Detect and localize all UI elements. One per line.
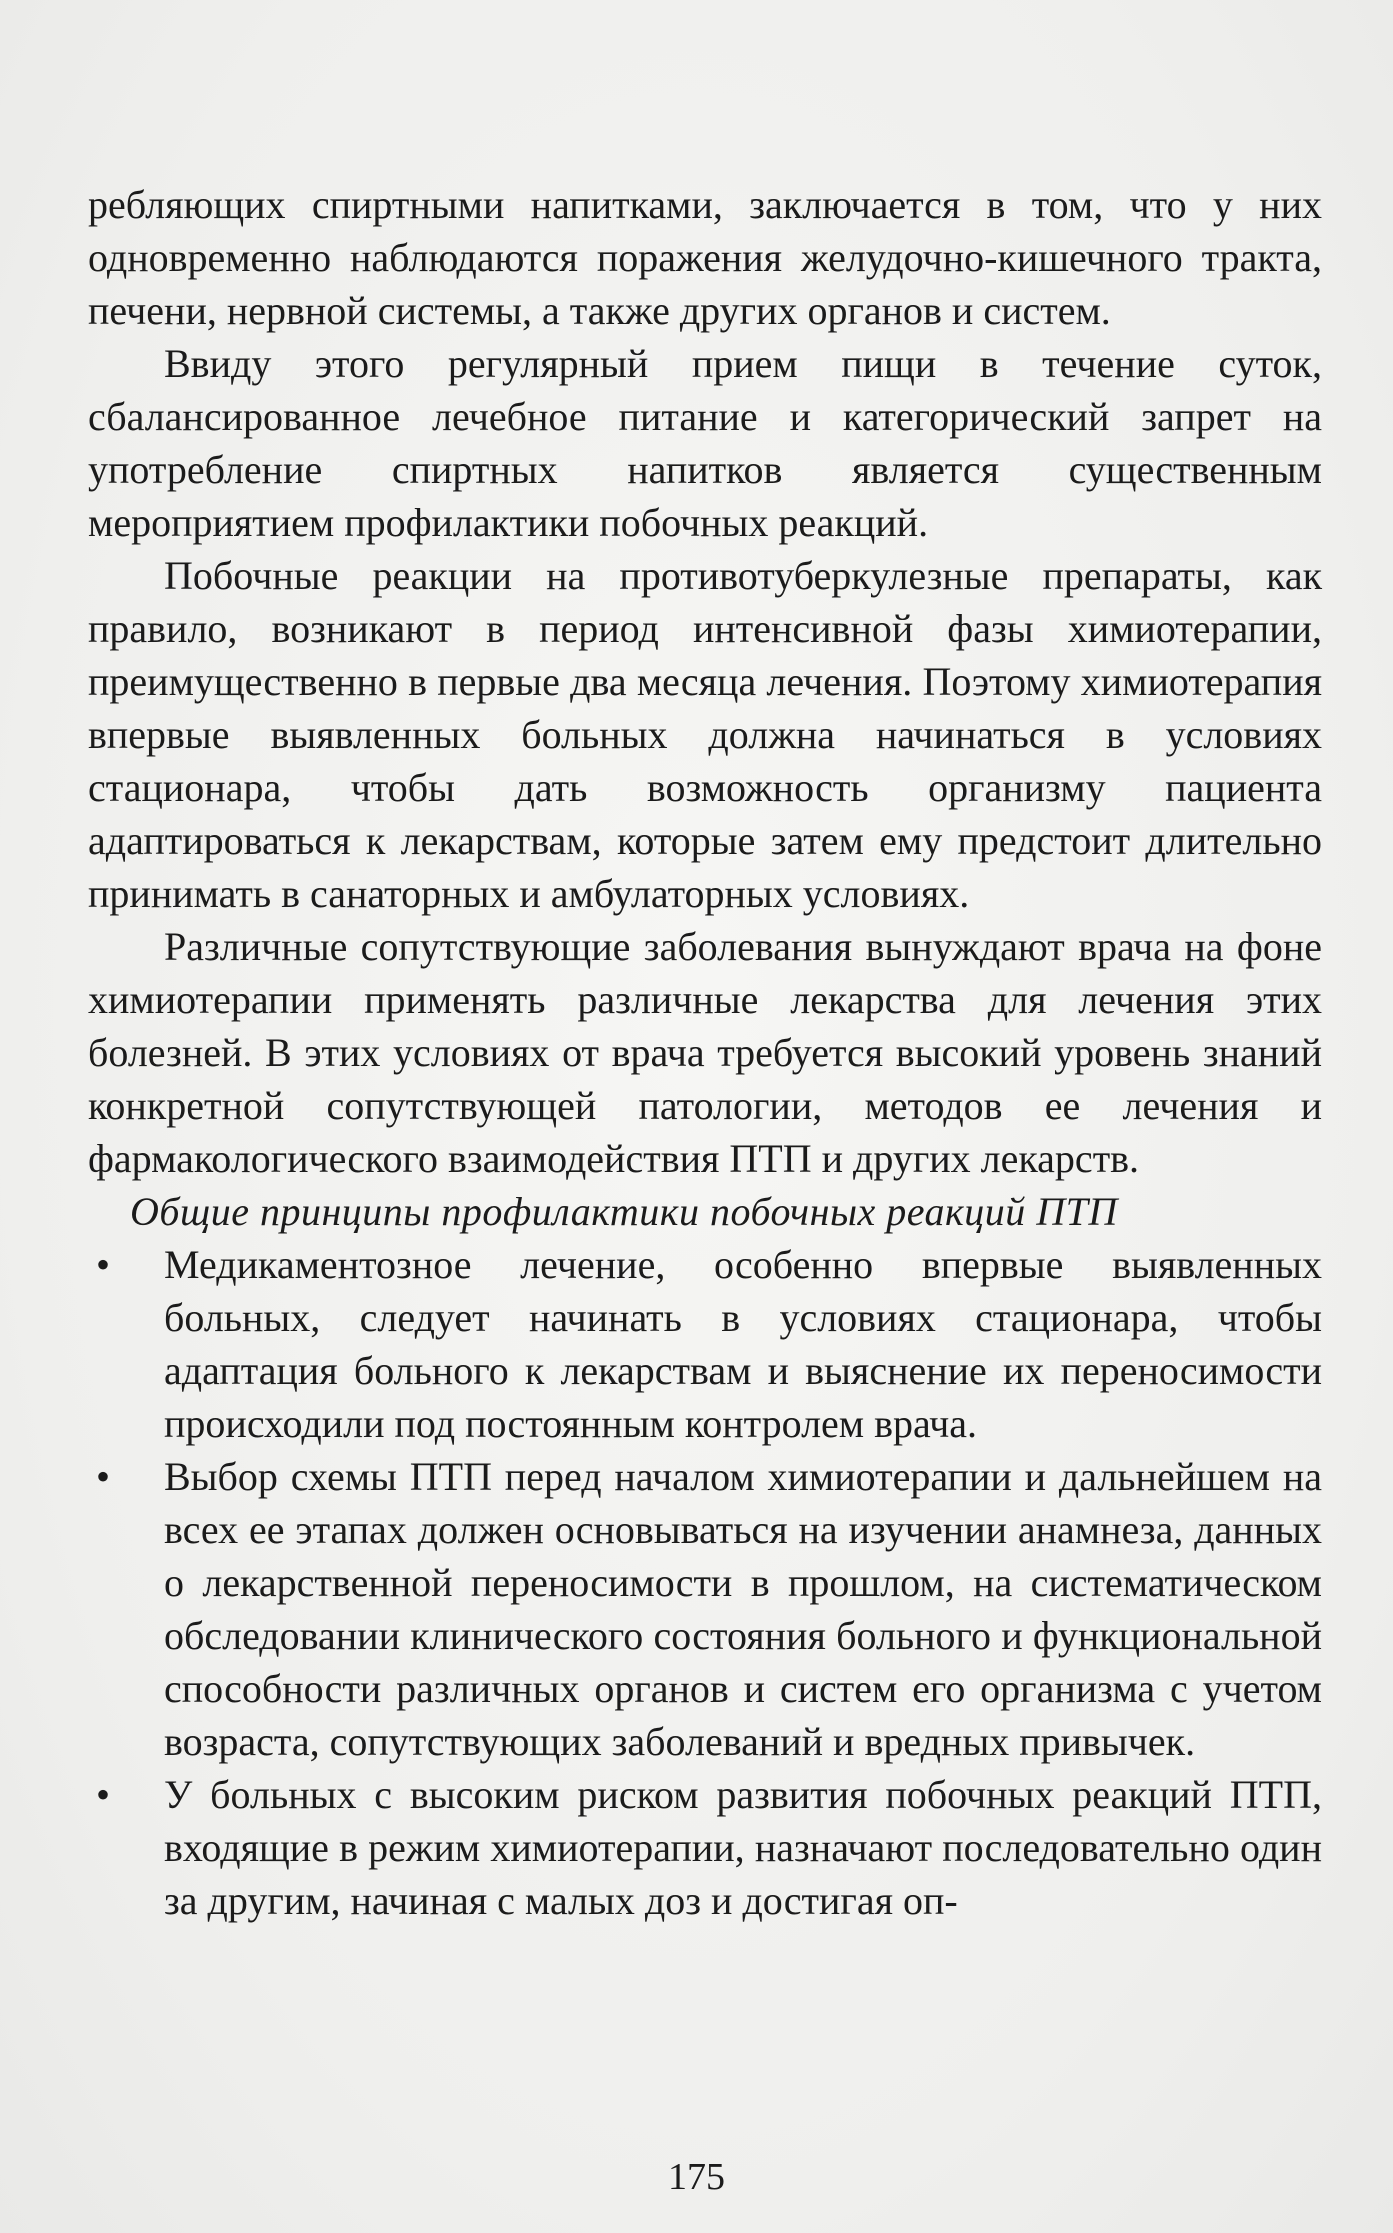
bullet-icon: • (95, 1454, 110, 1499)
list-item-text: Медикаментозное лечение, особенно впервые выявленных больных, следует начинать в условиях стационара, чтобы адаптация больного к лекарствам и выяснение их переносимости происходили под постоянным контролем врача. (164, 1242, 1322, 1446)
section-heading: Общие принципы профилактики побочных реакций ПТП (130, 1189, 1118, 1234)
bullet-list (88, 1238, 1322, 1927)
page-number: 175 (668, 2156, 725, 2198)
list-item-text: Выбор схемы ПТП перед началом химиотерапии и дальнейшем на всех ее этапах должен основываться на изучении анамнеза, данных о лекарственной переносимости в прошлом, на систематическом обследовании клинического состояния больного и функциональной способности различных органов и систем его организма с учетом возраста, сопутствующих заболеваний и вредных привычек. (164, 1454, 1322, 1764)
page-body (88, 178, 1322, 1927)
list-item (88, 1450, 1322, 1768)
list-item (88, 1768, 1322, 1927)
bullet-icon: • (95, 1772, 110, 1817)
paragraph-1: ребляющих спиртными напитками, заключается в том, что у них одновременно наблюдаются поражения желудочно-кишечного тракта, печени, нервной системы, а также других органов и систем. (88, 182, 1322, 333)
paragraph-2: Ввиду этого регулярный прием пищи в течение суток, сбалансированное лечебное питание и категорический запрет на употребление спиртных напитков является существенным мероприятием профилактики побочных реакций. (88, 341, 1322, 545)
list-item-text: У больных с высоким риском развития побочных реакций ПТП, входящие в режим химиотерапии, назначают последовательно один за другим, начиная с малых доз и достигая оп- (164, 1772, 1322, 1923)
bullet-icon: • (95, 1242, 110, 1287)
paragraph-3: Побочные реакции на противотуберкулезные препараты, как правило, возникают в период интенсивной фазы химиотерапии, преимущественно в первые два месяца лечения. Поэтому химиотерапия впервые выявленных больных должна начинаться в условиях стационара, чтобы дать возможность организму пациента адаптироваться к лекарствам, которые затем ему предстоит длительно принимать в санаторных и амбулаторных условиях. (88, 553, 1322, 916)
list-item (88, 1238, 1322, 1450)
paragraph-4: Различные сопутствующие заболевания вынуждают врача на фоне химиотерапии применять различные лекарства для лечения этих болезней. В этих условиях от врача требуется высокий уровень знаний конкретной сопутствующей патологии, методов ее лечения и фармакологического взаимодействия ПТП и других лекарств. (88, 924, 1322, 1181)
